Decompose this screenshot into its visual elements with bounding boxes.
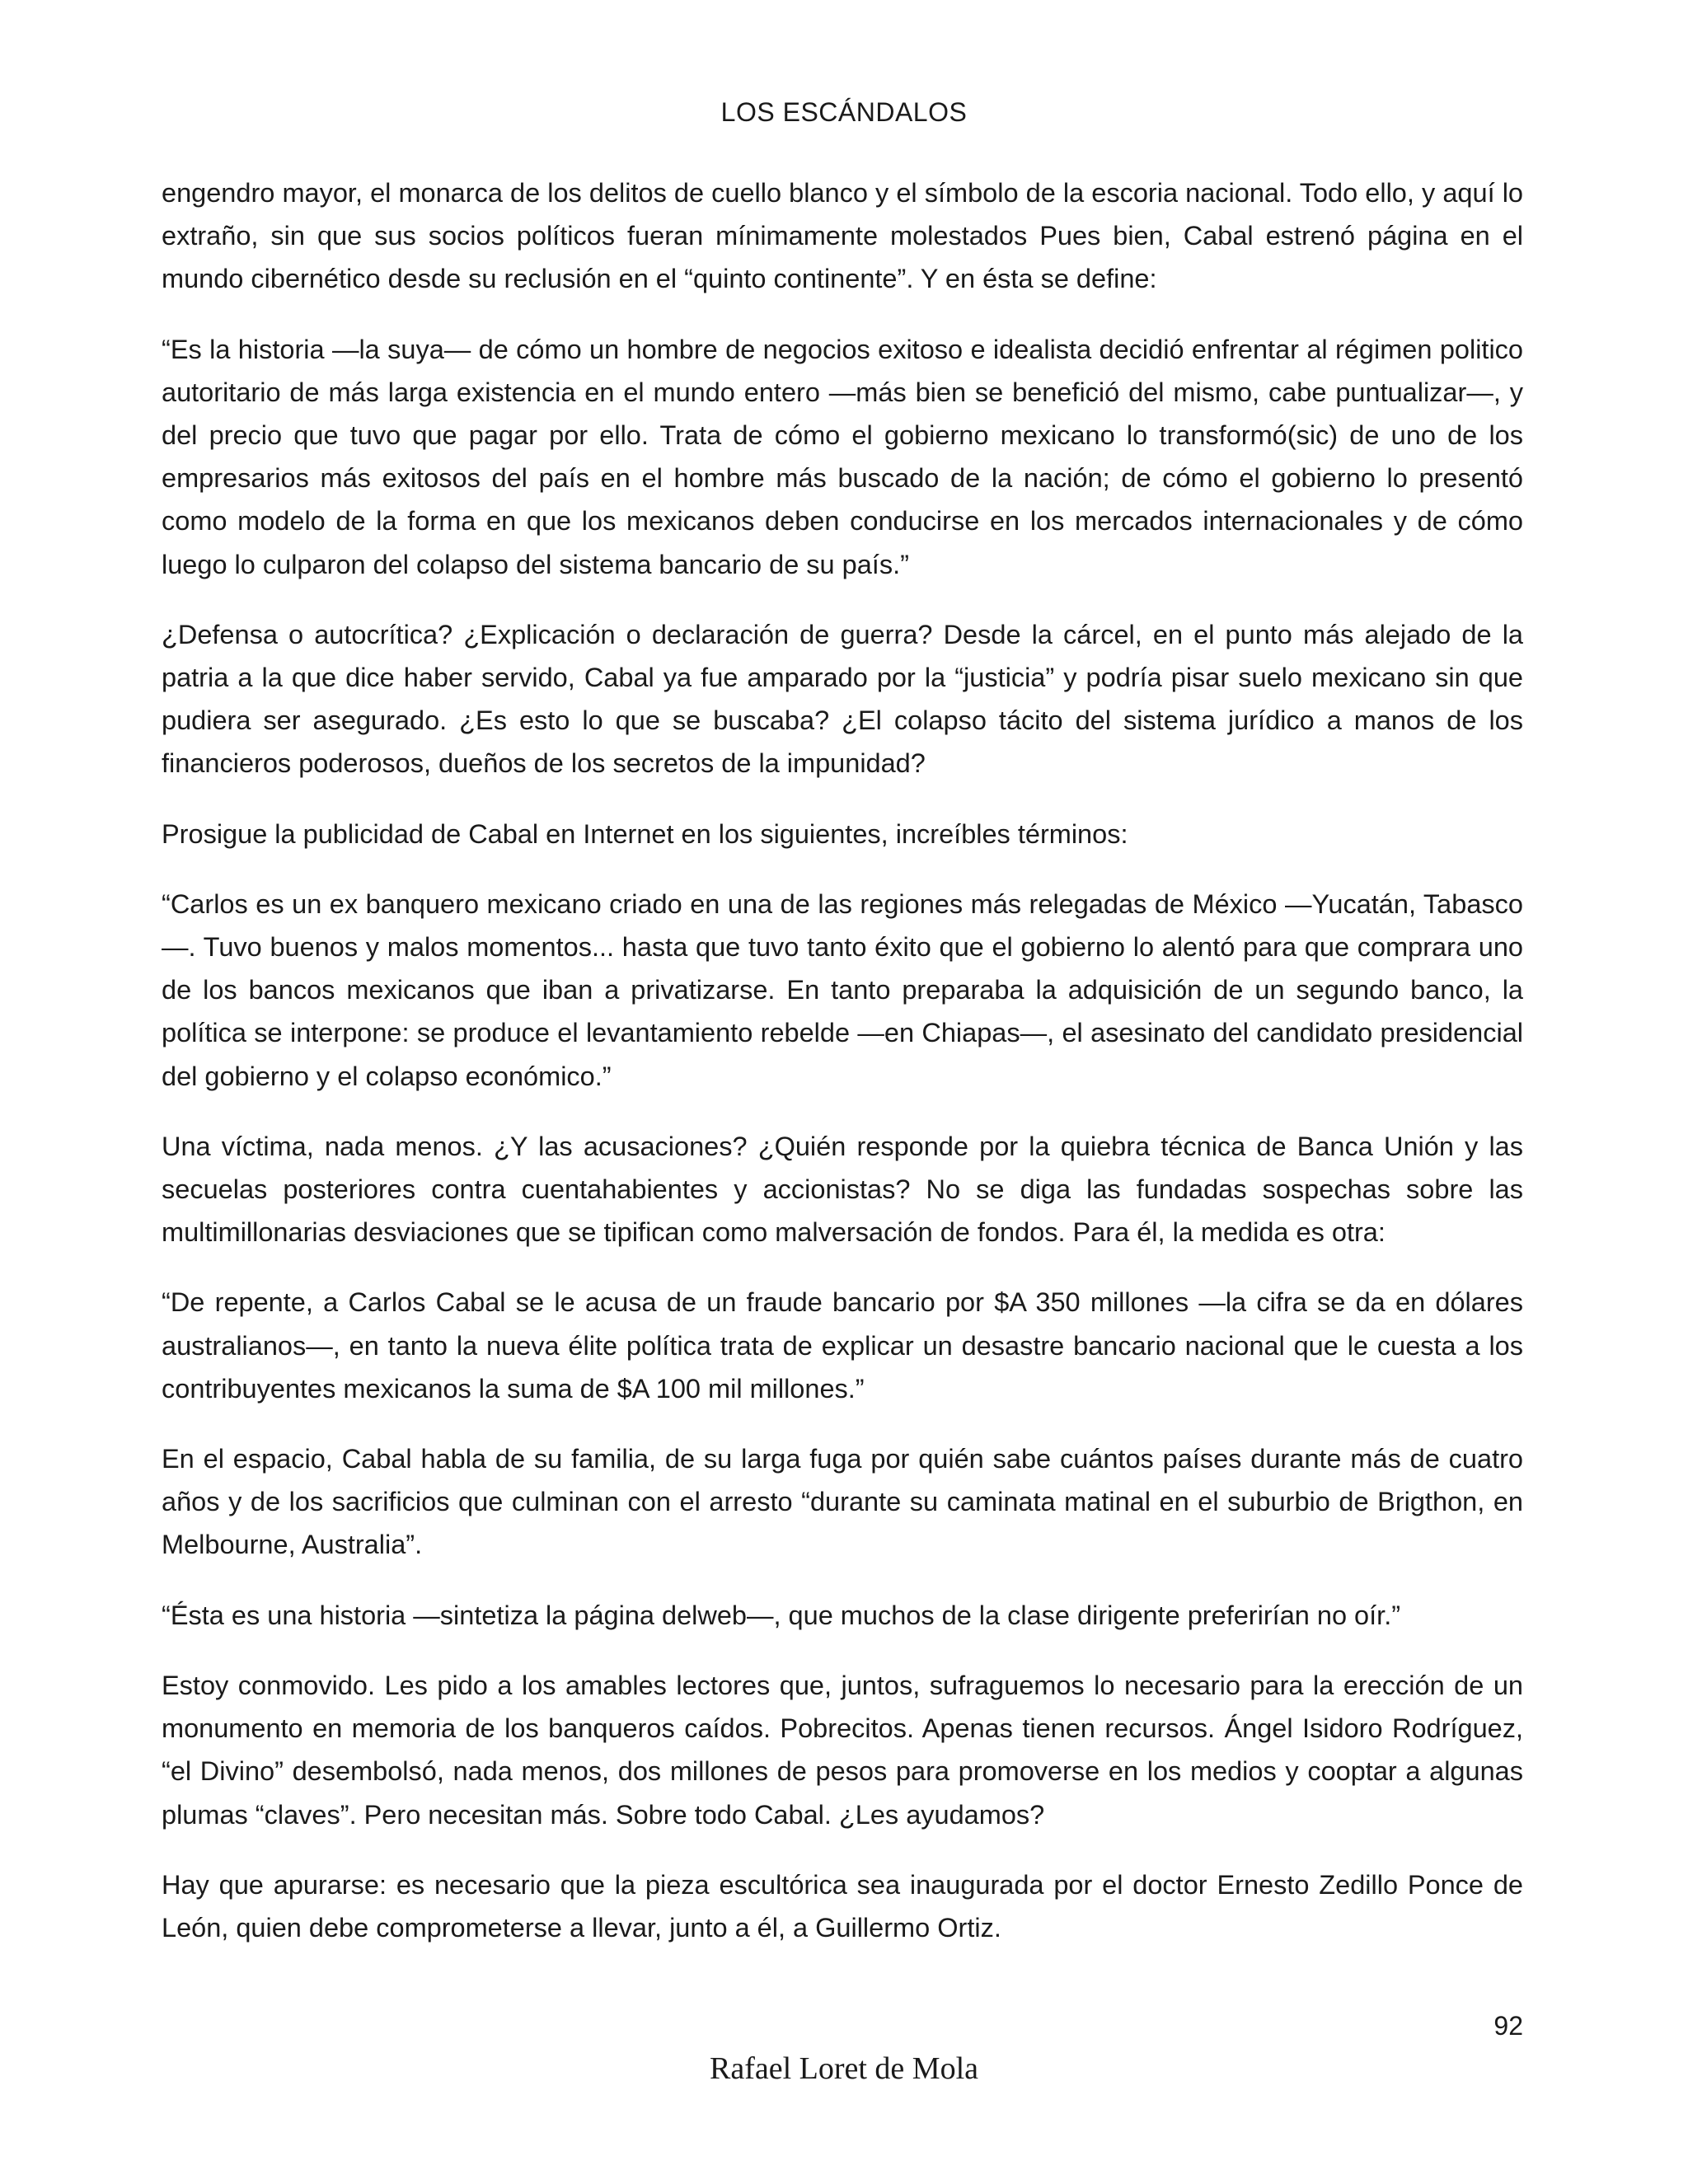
paragraph: Prosigue la publicidad de Cabal en Internet en los siguientes, increíbles términos: bbox=[162, 818, 1128, 849]
paragraph: “De repente, a Carlos Cabal se le acusa de un fraude bancario por $A 350 millones —la cifra se da en dólares australianos—, en tanto la nueva élite política trata de explicar un desastre bancario nacional que le cuesta a los contribuyentes mexicanos la suma de $A 100 mil millones.” bbox=[162, 1287, 1523, 1404]
paragraph: En el espacio, Cabal habla de su familia, de su larga fuga por quién sabe cuántos países durante más de cuatro años y de los sacrificios que culminan con el arresto “durante su caminata matinal en el suburbio de Brigthon, en Melbourne, Australia”. bbox=[162, 1444, 1523, 1560]
paragraph: Una víctima, nada menos. ¿Y las acusaciones? ¿Quién responde por la quiebra técnica de Banca Unión y las secuelas posteriores contra cuentahabientes y accionistas? No se diga las fundadas sospechas sobre las multimillonarias desviaciones que se tipifican como malversación de fondos. Para él, la medida es otra: bbox=[162, 1131, 1523, 1248]
paragraph: Hay que apurarse: es necesario que la pieza escultórica sea inaugurada por el doctor Ernesto Zedillo Ponce de León, quien debe comprometerse a llevar, junto a él, a Guillermo Ortiz. bbox=[162, 1869, 1523, 1943]
paragraph: “Ésta es una historia —sintetiza la página delweb—, que muchos de la clase dirigente preferirían no oír.” bbox=[162, 1600, 1401, 1630]
paragraph: “Carlos es un ex banquero mexicano criado en una de las regiones más relegadas de México —Yucatán, Tabasco—. Tuvo buenos y malos momentos... hasta que tuvo tanto éxito que el gobierno lo alentó para que comprara uno de los bancos mexicanos que iban a privatizarse. En tanto preparaba la adquisición de un segundo banco, la política se interpone: se produce el levantamiento rebelde —en Chiapas—, el asesinato del candidato presidencial del gobierno y el colapso económico.” bbox=[162, 888, 1523, 1091]
footer-author: Rafael Loret de Mola bbox=[709, 2051, 979, 2086]
body-text bbox=[162, 171, 1523, 1976]
paragraph: “Es la historia —la suya— de cómo un hombre de negocios exitoso e idealista decidió enfrentar al régimen politico autoritario de más larga existencia en el mundo entero —más bien se benefició del mismo, cabe puntualizar—, y del precio que tuvo que pagar por ello. Trata de cómo el gobierno mexicano lo transformó(sic) de uno de los empresarios más exitosos del país en el hombre más buscado de la nación; de cómo el gobierno lo presentó como modelo de la forma en que los mexicanos deben conducirse en los mercados internacionales y de cómo luego lo culparon del colapso del sistema bancario de su país.” bbox=[162, 334, 1523, 579]
paragraph: Estoy conmovido. Les pido a los amables lectores que, juntos, sufraguemos lo necesario para la erección de un monumento en memoria de los banqueros caídos. Pobrecitos. Apenas tienen recursos. Ángel Isidoro Rodríguez, “el Divino” desembolsó, nada menos, dos millones de pesos para promoverse en los medios y cooptar a algunas plumas “claves”. Pero necesitan más. Sobre todo Cabal. ¿Les ayudamos? bbox=[162, 1670, 1523, 1830]
paragraph: ¿Defensa o autocrítica? ¿Explicación o declaración de guerra? Desde la cárcel, en el punto más alejado de la patria a la que dice haber servido, Cabal ya fue amparado por la “justicia” y podría pisar suelo mexicano sin que pudiera ser asegurado. ¿Es esto lo que se buscaba? ¿El colapso tácito del sistema jurídico a manos de los financieros poderosos, dueños de los secretos de la impunidad? bbox=[162, 619, 1523, 779]
running-header: LOS ESCÁNDALOS bbox=[720, 97, 968, 127]
paragraph: engendro mayor, el monarca de los delitos de cuello blanco y el símbolo de la escoria nacional. Todo ello, y aquí lo extraño, sin que sus socios políticos fueran mínimamente molestados Pues bien, Cabal estrenó página en el mundo cibernético desde su reclusión en el “quinto continente”. Y en ésta se define: bbox=[162, 178, 1523, 294]
page-number: 92 bbox=[1493, 2011, 1523, 2041]
